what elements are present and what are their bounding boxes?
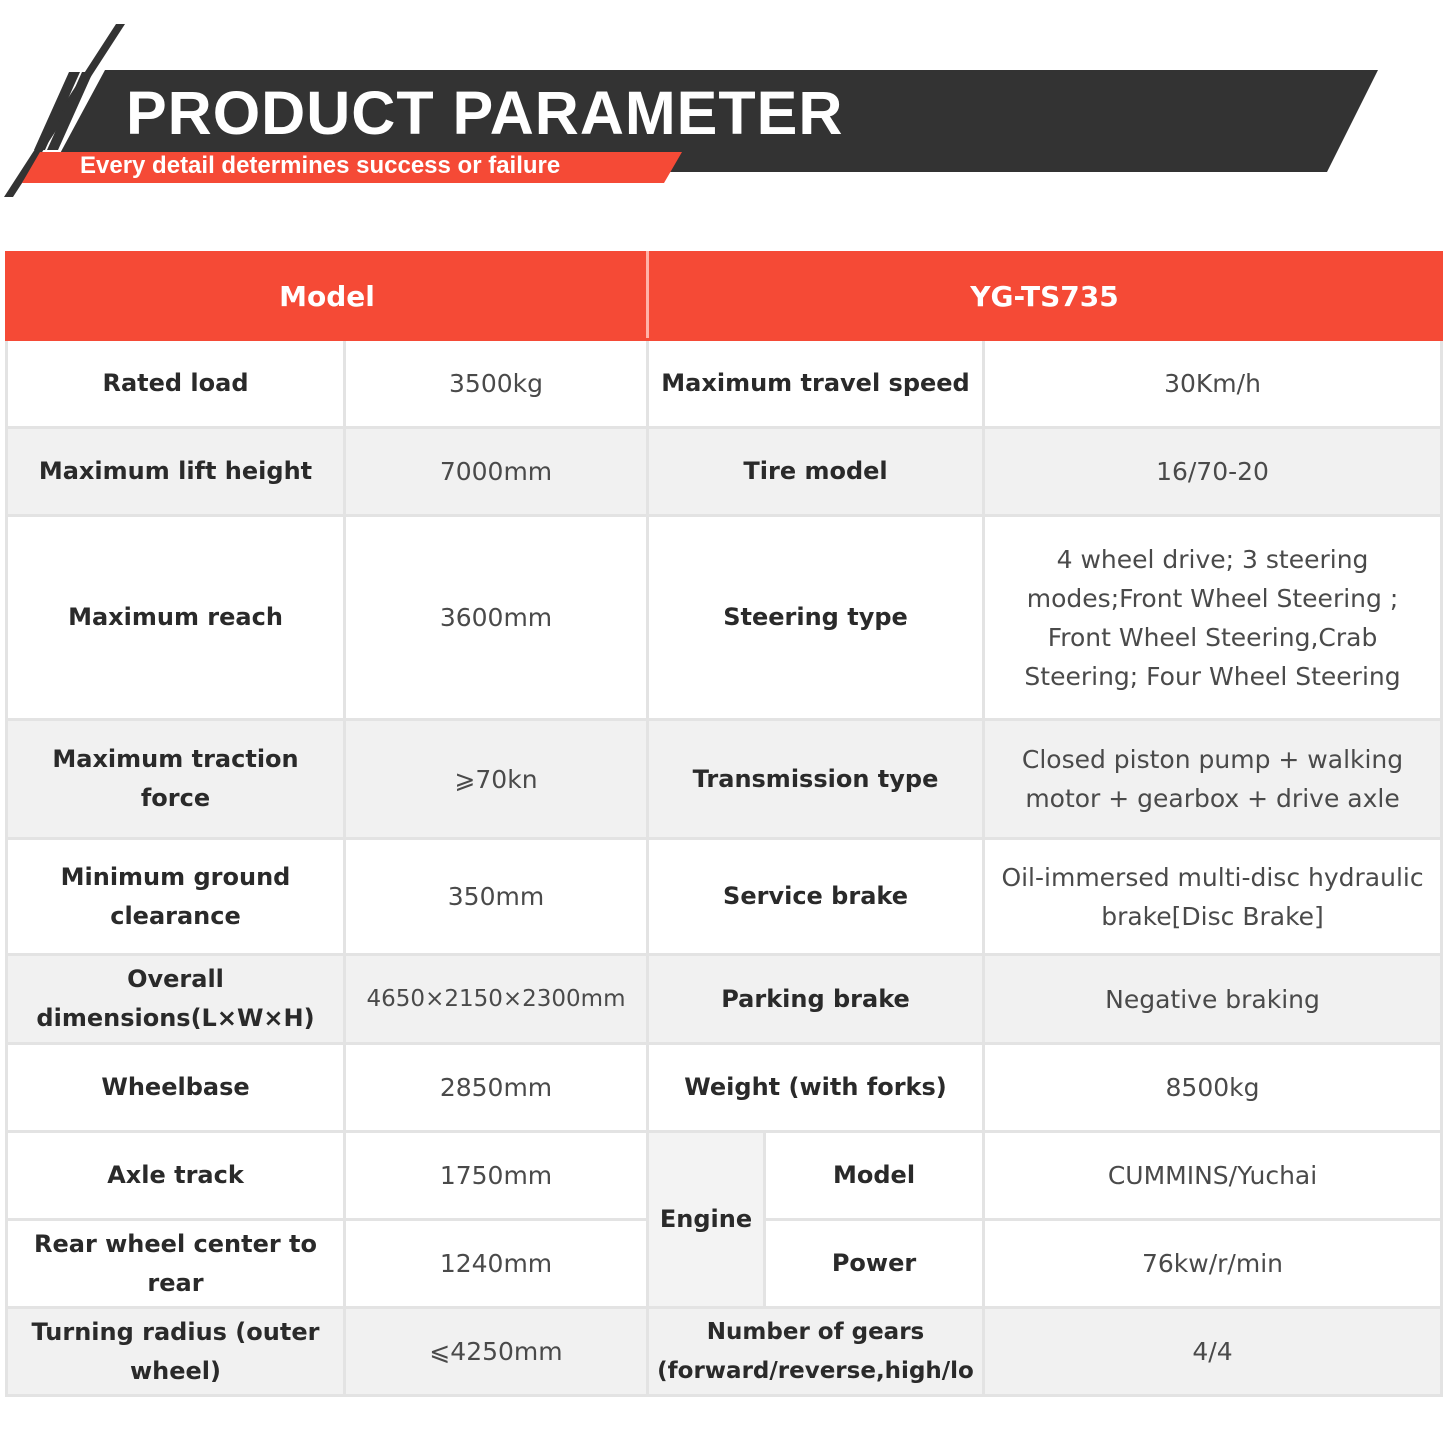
row-label: Minimum ground clearance — [7, 839, 345, 955]
row-label: Tire model — [648, 428, 984, 516]
row-value: CUMMINS/Yuchai — [984, 1132, 1442, 1220]
row-label: Weight (with forks) — [648, 1044, 984, 1132]
row-label: Parking brake — [648, 955, 984, 1044]
row-value: 4 wheel drive; 3 steering modes;Front Wheel Steering ; Front Wheel Steering,Crab Steering; Four Wheel Steering — [984, 516, 1442, 720]
table-header-row — [7, 253, 1442, 340]
engine-group-label: Engine — [648, 1132, 765, 1308]
table-row — [7, 428, 1442, 516]
row-value: 350mm — [345, 839, 648, 955]
row-value: Oil-immersed multi-disc hydraulic brake[Disc Brake] — [984, 839, 1442, 955]
engine-sub-label: Power — [765, 1220, 984, 1308]
table-row — [7, 1132, 1442, 1220]
row-label: Maximum traction force — [7, 720, 345, 839]
parameter-table — [5, 251, 1443, 1397]
page-title: PRODUCT PARAMETER — [126, 79, 844, 147]
row-value: ⩾70kn — [345, 720, 648, 839]
row-label: Transmission type — [648, 720, 984, 839]
table-row — [7, 340, 1442, 428]
table-row — [7, 720, 1442, 839]
row-value: ⩽4250mm — [345, 1308, 648, 1396]
table-row — [7, 839, 1442, 955]
row-value: 3500kg — [345, 340, 648, 428]
row-value: 8500kg — [984, 1044, 1442, 1132]
row-value: 76kw/r/min — [984, 1220, 1442, 1308]
row-value: 7000mm — [345, 428, 648, 516]
row-label: Turning radius (outer wheel) — [7, 1308, 345, 1396]
row-value: 1750mm — [345, 1132, 648, 1220]
header-model-value: YG-TS735 — [648, 253, 1442, 340]
row-value: 4/4 — [984, 1308, 1442, 1396]
row-value: Closed piston pump + walking motor + gearbox + drive axle — [984, 720, 1442, 839]
row-value: 4650×2150×2300mm — [345, 955, 648, 1044]
row-label: Rated load — [7, 340, 345, 428]
table-row — [7, 955, 1442, 1044]
row-value: Negative braking — [984, 955, 1442, 1044]
row-value: 2850mm — [345, 1044, 648, 1132]
row-value: 1240mm — [345, 1220, 648, 1308]
row-label: Steering type — [648, 516, 984, 720]
engine-sub-label: Model — [765, 1132, 984, 1220]
row-label: Rear wheel center to rear — [7, 1220, 345, 1308]
table-row — [7, 1308, 1442, 1396]
row-label: Number of gears (forward/reverse,high/lo — [648, 1308, 984, 1396]
row-label: Maximum travel speed — [648, 340, 984, 428]
row-label: Overall dimensions(L×W×H) — [7, 955, 345, 1044]
page-subtitle: Every detail determines success or failure — [80, 152, 561, 179]
row-value: 30Km/h — [984, 340, 1442, 428]
row-value: 3600mm — [345, 516, 648, 720]
header-model-label: Model — [7, 253, 648, 340]
header-banner — [0, 0, 1445, 215]
row-label: Axle track — [7, 1132, 345, 1220]
row-label: Wheelbase — [7, 1044, 345, 1132]
table-row — [7, 1044, 1442, 1132]
row-label: Maximum reach — [7, 516, 345, 720]
row-label: Maximum lift height — [7, 428, 345, 516]
table-row — [7, 516, 1442, 720]
row-label: Service brake — [648, 839, 984, 955]
row-value: 16/70-20 — [984, 428, 1442, 516]
